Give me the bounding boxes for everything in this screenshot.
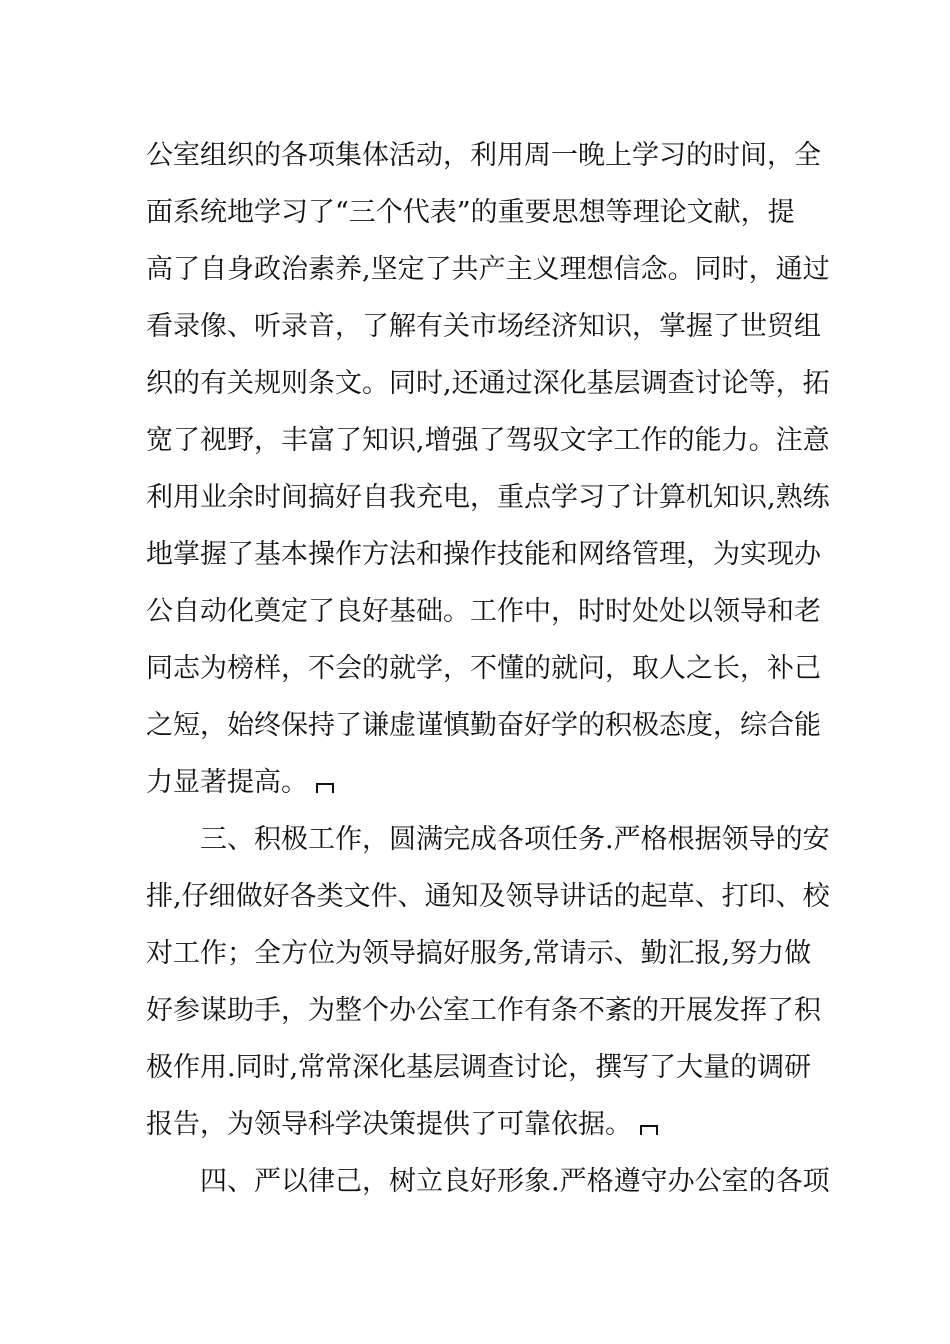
text-line: 排,仔细做好各类文件、通知及领导讲话的起草、打印、校 [146,881,830,912]
text-line: 利用业余时间搞好自我充电，重点学习了计算机知识,熟练 [146,482,830,513]
body-text [146,127,830,1210]
text-line: 三、积极工作，圆满完成各项任务.严格根据领导的安 [146,824,830,855]
text-line: 四、严以律己，树立良好形象.严格遵守办公室的各项 [146,1166,830,1197]
paragraph-end-mark-icon [316,783,334,793]
paragraph-end-mark-icon [640,1125,658,1135]
text-line: 力显著提高。 [146,767,308,798]
text-line: 极作用.同时,常常深化基层调查讨论，撰写了大量的调研 [146,1052,812,1083]
text-line: 宽了视野，丰富了知识,增强了驾驭文字工作的能力。注意 [146,425,830,456]
text-line: 对工作；全方位为领导搞好服务,常请示、勤汇报,努力做 [146,938,812,969]
text-line: 公自动化奠定了良好基础。工作中，时时处处以领导和老 [146,596,821,627]
text-line: 公室组织的各项集体活动，利用周一晚上学习的时间，全 [146,140,821,171]
text-line: 好参谋助手，为整个办公室工作有条不紊的开展发挥了积 [146,995,821,1026]
text-line: 地掌握了基本操作方法和操作技能和网络管理，为实现办 [146,539,821,570]
text-line: 高了自身政治素养,坚定了共产主义理想信念。同时，通过 [146,254,830,285]
text-line: 之短，始终保持了谦虚谨慎勤奋好学的积极态度，综合能 [146,710,821,741]
text-line: 同志为榜样，不会的就学，不懂的就问，取人之长，补己 [146,653,821,684]
text-line: 织的有关规则条文。同时,还通过深化基层调查讨论等，拓 [146,368,830,399]
text-line: 面系统地学习了“三个代表”的重要思想等理论文献，提 [146,197,795,228]
text-line-end [146,1096,806,1153]
text-line: 报告，为领导科学决策提供了可靠依据。 [146,1109,632,1140]
text-line-end [146,754,806,811]
text-line: 看录像、听录音，了解有关市场经济知识，掌握了世贸组 [146,311,821,342]
